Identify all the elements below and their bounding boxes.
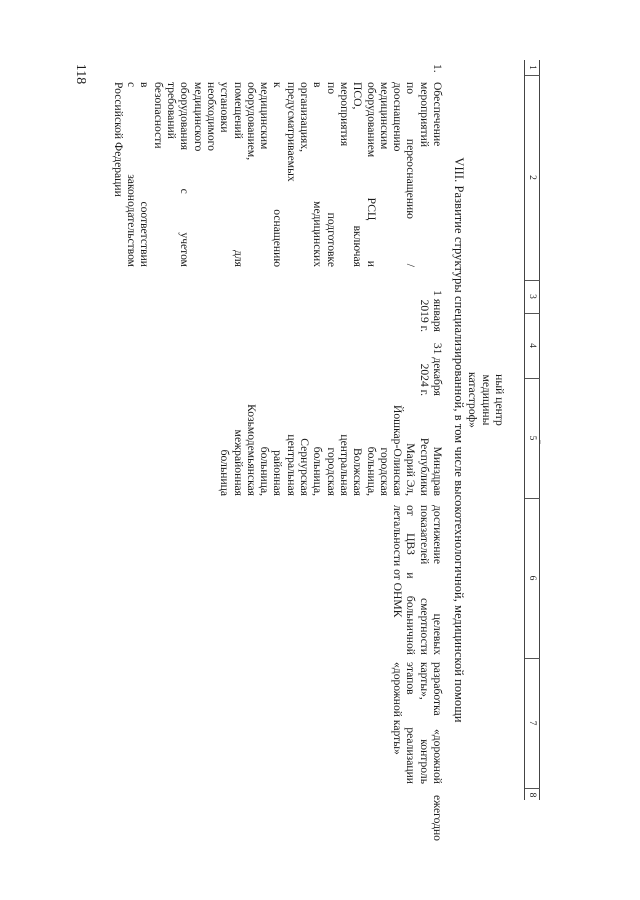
text-line: в медицинских — [311, 82, 325, 267]
start-date — [417, 278, 444, 332]
text-line: в соответствии — [138, 82, 152, 267]
text-line: Российской Федерации — [111, 82, 125, 197]
text-line: Республики — [417, 437, 431, 496]
text-line: по подготовке — [324, 82, 338, 267]
text-line: больница, — [258, 446, 272, 496]
row-number: 1. — [431, 64, 444, 73]
text-line: Йошкар-Олинская — [391, 404, 405, 496]
text-line: центральная — [337, 434, 351, 496]
text-line: оборудования с учетом — [178, 82, 192, 267]
text-line: безопасности — [151, 82, 165, 149]
text-line: разработка «дорожной — [431, 662, 444, 784]
text-line: установки — [218, 82, 232, 133]
column-number: 2 — [527, 175, 537, 180]
text-line: больница, — [311, 446, 325, 496]
text-line: 31 декабря — [431, 342, 444, 396]
text-line: к оснащению — [271, 82, 285, 267]
section-title: VIII. Развитие структуры специализированной, в том числе высокотехнологичной, медицинской помощи — [452, 157, 466, 723]
page-number: 118 — [73, 63, 89, 85]
text-line: медицинским — [258, 82, 272, 150]
text-line: организациях, — [298, 82, 312, 153]
text-line: центральная — [284, 434, 298, 496]
text-line: 1 января — [431, 290, 444, 332]
text-line: медицинским — [377, 82, 391, 150]
text-line: «дорожной карты» — [391, 662, 405, 755]
header-top-line — [539, 60, 540, 800]
column-number: 3 — [527, 294, 537, 299]
text-line: межрайонная — [231, 429, 245, 496]
end-date — [417, 334, 444, 396]
frequency — [431, 795, 444, 855]
text-line: летальности от ОНМК — [391, 505, 405, 618]
text-line: мероприятия — [337, 82, 351, 147]
text-line: карты», контроль — [417, 662, 431, 784]
responsible-organizations — [218, 396, 444, 496]
text-line: мероприятий — [417, 82, 431, 148]
text-line: от ЦВЗ и больничной — [404, 505, 418, 655]
column-number: 5 — [527, 435, 537, 441]
text-line: по переоснащению / — [404, 82, 418, 267]
text-line: оборудованием, — [244, 82, 258, 161]
text-line: ПСО, включая — [351, 82, 365, 267]
text-line: Марий Эл, — [404, 443, 418, 496]
carryover-text — [466, 370, 506, 430]
text-line: этапов реализации — [404, 662, 418, 784]
text-line: достижение целевых — [431, 505, 444, 655]
text-line: Сернурская — [298, 438, 312, 496]
rotated-table-page — [110, 60, 540, 841]
text-line: 2024 г. — [417, 363, 431, 396]
text-line: Минздрав — [431, 446, 444, 496]
text-line: предусматриваемых — [284, 82, 298, 182]
column-number: 1 — [527, 65, 537, 70]
carryover-line: медицины — [479, 374, 493, 426]
expected-result — [391, 505, 444, 655]
text-line: оборудованием РСЦ и — [364, 82, 378, 267]
text-line: больница — [218, 449, 232, 496]
header-bottom-line — [524, 60, 525, 800]
text-line: Волжская — [351, 447, 365, 496]
text-line: дооснащению — [391, 82, 405, 152]
text-line: районная — [271, 450, 285, 496]
text-line: 2019 г. — [417, 299, 431, 332]
carryover-line: катастроф» — [466, 372, 480, 428]
column-number: 7 — [527, 720, 537, 726]
column-number: 8 — [527, 792, 537, 798]
text-line: необходимого — [204, 82, 218, 151]
text-line: городская — [324, 447, 338, 496]
carryover-line: ный центр — [493, 374, 506, 426]
measure-description — [112, 82, 444, 267]
text-line: показателей смертности — [417, 505, 431, 655]
control-measures — [391, 662, 444, 784]
text-line: требований — [165, 82, 179, 139]
text-line: Козьмодемьянская — [244, 404, 258, 496]
text-line: больница, — [364, 446, 378, 496]
column-number: 4 — [527, 343, 537, 348]
text-line: ежегодно — [431, 795, 444, 841]
text-line: медицинского — [191, 82, 205, 152]
text-line: помещений для — [231, 82, 245, 267]
scan-artifact — [540, 440, 541, 444]
column-number: 6 — [527, 575, 537, 581]
text-line: городская — [377, 447, 391, 496]
text-line: с законодательством — [125, 82, 139, 267]
text-line: Обеспечение — [431, 82, 444, 147]
